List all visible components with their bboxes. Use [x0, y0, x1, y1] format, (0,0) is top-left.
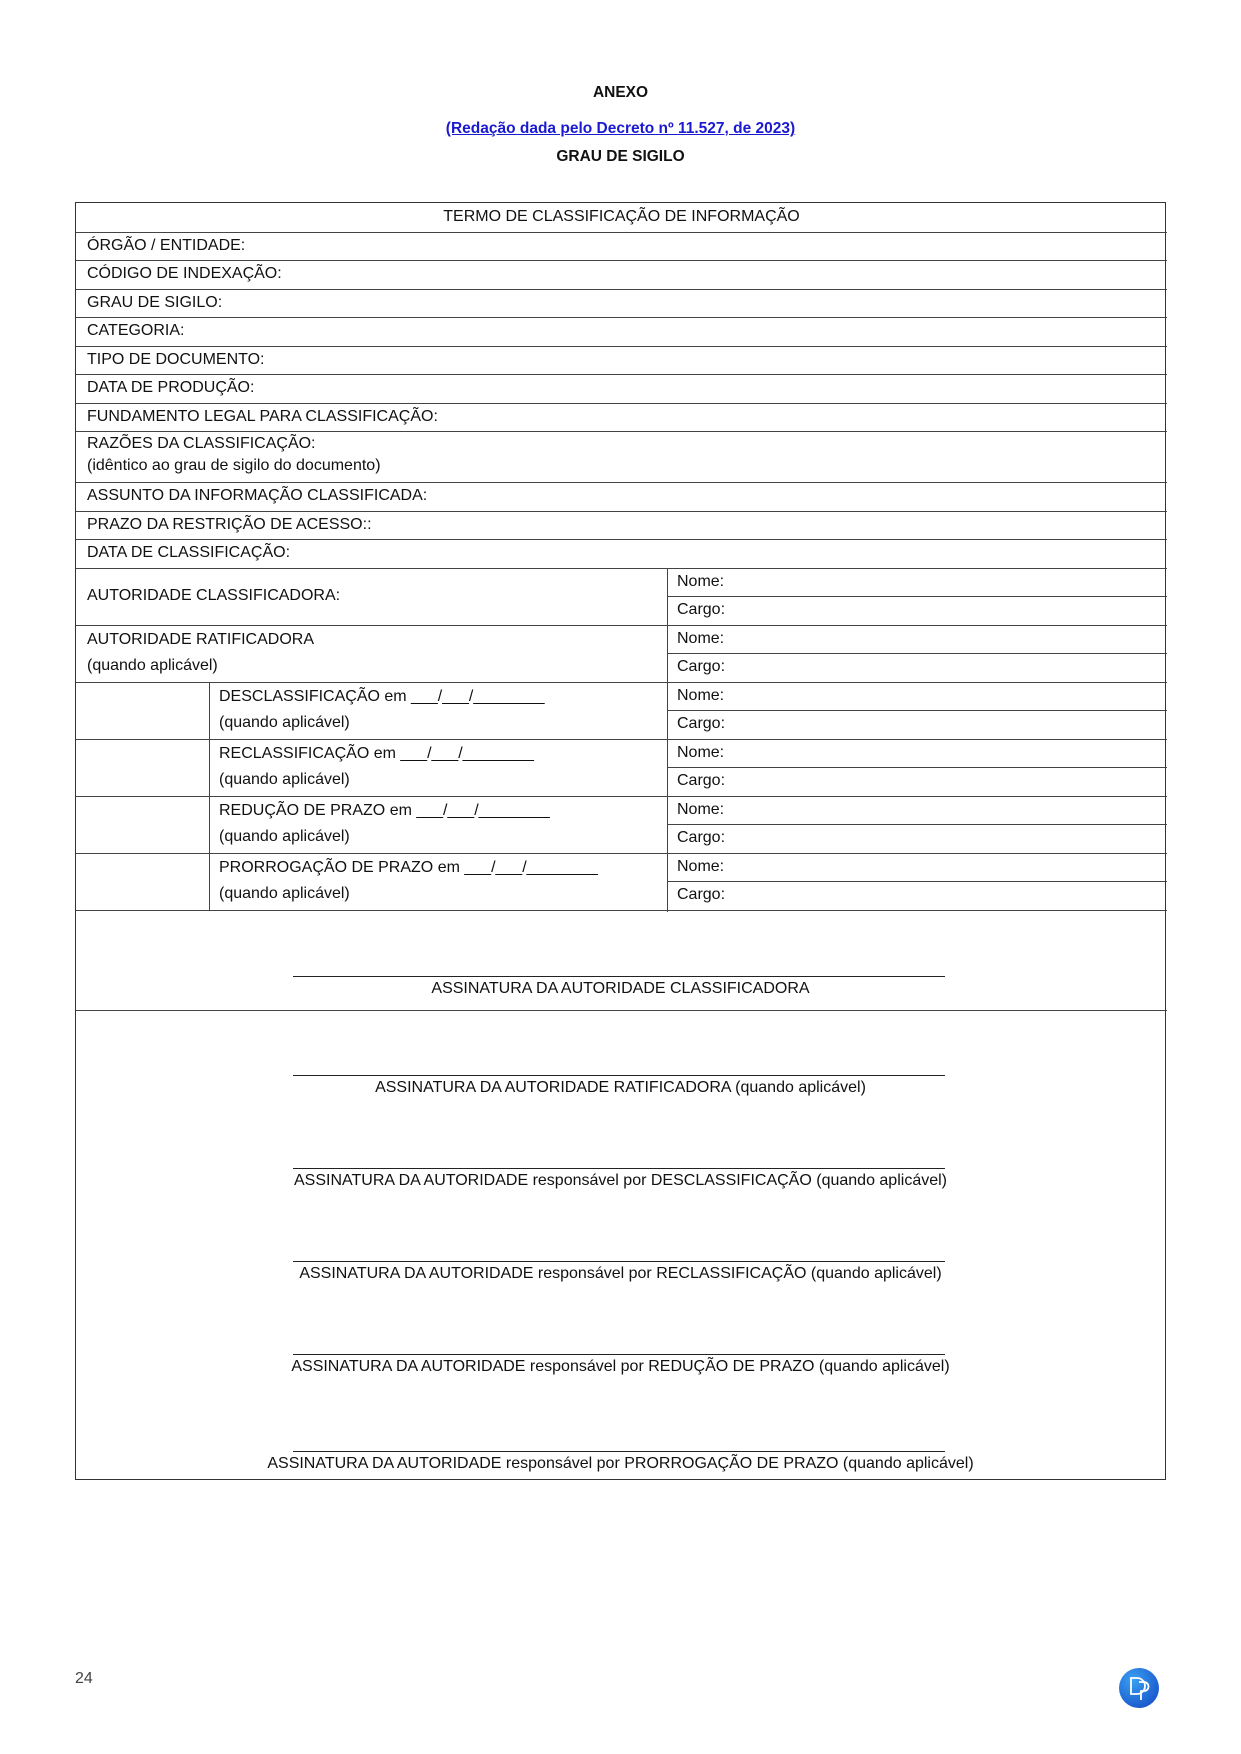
- cargo-field: Cargo:: [677, 886, 726, 903]
- action-label: REDUÇÃO DE PRAZO em ___/___/________: [219, 801, 550, 819]
- field-label: PRAZO DA RESTRIÇÃO DE ACESSO::: [87, 515, 372, 533]
- autoridade-classificadora-label: AUTORIDADE CLASSIFICADORA:: [87, 586, 341, 604]
- action-label: DESCLASSIFICAÇÃO em ___/___/________: [219, 687, 545, 705]
- row-divider: [76, 289, 1167, 290]
- row-divider: [76, 374, 1167, 375]
- signature-line[interactable]: [293, 976, 945, 977]
- cargo-field: Cargo:: [677, 601, 726, 618]
- cargo-field: Cargo:: [677, 658, 726, 675]
- row-divider: [76, 511, 1167, 512]
- row-divider: [76, 739, 1167, 740]
- cargo-field: Cargo:: [677, 715, 726, 732]
- signature-line[interactable]: [293, 1075, 945, 1076]
- field-label: CÓDIGO DE INDEXAÇÃO:: [87, 265, 282, 282]
- signature-caption: ASSINATURA DA AUTORIDADE CLASSIFICADORA: [431, 980, 810, 997]
- dp-logo-glyph: [1119, 1668, 1159, 1708]
- amendment-link[interactable]: (Redação dada pelo Decreto nº 11.527, de 2023): [445, 120, 796, 137]
- row-divider: [76, 431, 1167, 432]
- nome-cargo-subdivider: [667, 824, 1167, 825]
- signature-caption: ASSINATURA DA AUTORIDADE responsável por DESCLASSIFICAÇÃO (quando aplicável): [294, 1172, 947, 1189]
- nome-field: Nome:: [677, 743, 725, 761]
- action-label: RECLASSIFICAÇÃO em ___/___/________: [219, 744, 534, 762]
- field-label: CATEGORIA:: [87, 322, 185, 339]
- dp-logo-icon: [1119, 1668, 1159, 1708]
- field-label: ÓRGÃO / ENTIDADE:: [87, 236, 246, 254]
- signature-block-divider: [76, 1010, 1167, 1011]
- razoes-label: RAZÕES DA CLASSIFICAÇÃO:: [87, 435, 316, 452]
- nome-field: Nome:: [677, 686, 725, 704]
- nome-cargo-subdivider: [667, 596, 1167, 597]
- row-divider: [76, 682, 1167, 683]
- row-divider: [76, 482, 1167, 483]
- nome-cargo-divider: [667, 568, 668, 913]
- nome-field: Nome:: [677, 629, 725, 647]
- signature-line[interactable]: [293, 1261, 945, 1262]
- inner-column-divider: [209, 682, 210, 910]
- field-label: TIPO DE DOCUMENTO:: [87, 350, 265, 368]
- row-divider: [76, 346, 1167, 347]
- action-note: (quando aplicável): [219, 713, 350, 731]
- field-label: FUNDAMENTO LEGAL PARA CLASSIFICAÇÃO:: [87, 407, 438, 425]
- signature-line[interactable]: [293, 1354, 945, 1355]
- autoridade-ratificadora-label: AUTORIDADE RATIFICADORA: [87, 630, 314, 648]
- signature-line[interactable]: [293, 1451, 945, 1452]
- row-divider: [76, 403, 1167, 404]
- nome-cargo-subdivider: [667, 710, 1167, 711]
- row-divider: [76, 796, 1167, 797]
- page-number: 24: [75, 1670, 93, 1687]
- signature-caption: ASSINATURA DA AUTORIDADE RATIFICADORA (quando aplicável): [375, 1079, 866, 1096]
- signature-caption: ASSINATURA DA AUTORIDADE responsável por REDUÇÃO DE PRAZO (quando aplicável): [291, 1358, 950, 1375]
- row-divider: [76, 910, 1167, 911]
- form-title: TERMO DE CLASSIFICAÇÃO DE INFORMAÇÃO: [443, 208, 800, 225]
- row-divider: [76, 625, 1167, 626]
- field-label: DATA DE PRODUÇÃO:: [87, 379, 255, 396]
- signature-caption: ASSINATURA DA AUTORIDADE responsável por PRORROGAÇÃO DE PRAZO (quando aplicável): [267, 1455, 974, 1472]
- action-label: PRORROGAÇÃO DE PRAZO em ___/___/________: [219, 858, 598, 876]
- field-label: ASSUNTO DA INFORMAÇÃO CLASSIFICADA:: [87, 487, 428, 504]
- cargo-field: Cargo:: [677, 772, 726, 789]
- document-subtitle: GRAU DE SIGILO: [556, 148, 685, 165]
- row-divider: [76, 232, 1167, 233]
- signature-caption: ASSINATURA DA AUTORIDADE responsável por RECLASSIFICAÇÃO (quando aplicável): [299, 1265, 942, 1282]
- signature-line[interactable]: [293, 1168, 945, 1169]
- annex-title: ANEXO: [592, 84, 649, 101]
- nome-field: Nome:: [677, 800, 725, 818]
- row-divider: [76, 853, 1167, 854]
- row-divider: [76, 568, 1167, 569]
- nome-cargo-subdivider: [667, 881, 1167, 882]
- field-label: DATA DE CLASSIFICAÇÃO:: [87, 544, 291, 561]
- field-label: GRAU DE SIGILO:: [87, 293, 223, 311]
- nome-cargo-subdivider: [667, 767, 1167, 768]
- razoes-note: (idêntico ao grau de sigilo do documento): [87, 457, 381, 474]
- row-divider: [76, 260, 1167, 261]
- nome-cargo-subdivider: [667, 653, 1167, 654]
- cargo-field: Cargo:: [677, 829, 726, 846]
- row-divider: [76, 539, 1167, 540]
- classification-form-table: [75, 202, 1166, 1480]
- action-note: (quando aplicável): [219, 884, 350, 902]
- autoridade-ratificadora-note: (quando aplicável): [87, 656, 218, 674]
- row-divider: [76, 317, 1167, 318]
- nome-field: Nome:: [677, 572, 725, 590]
- action-note: (quando aplicável): [219, 827, 350, 845]
- nome-field: Nome:: [677, 857, 725, 875]
- action-note: (quando aplicável): [219, 770, 350, 788]
